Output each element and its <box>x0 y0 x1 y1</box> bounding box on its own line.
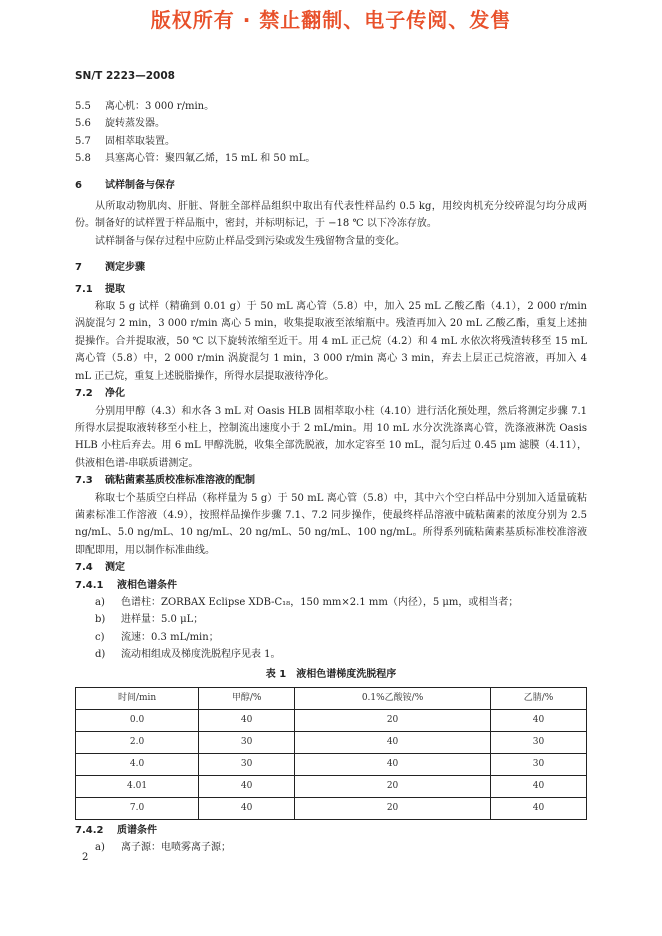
table-cell: 40 <box>199 710 295 732</box>
table-row <box>76 710 587 732</box>
table-caption: 表 1 液相色谱梯度洗脱程序 <box>265 668 397 680</box>
table-cell: 40 <box>199 776 295 798</box>
section-6-heading: 6 试样制备与保存 <box>75 179 175 191</box>
table-cell: 40 <box>295 732 491 754</box>
standard-code: SN/T 2223—2008 <box>75 70 175 82</box>
table-cell: 7.0 <box>76 798 199 820</box>
section-7-heading: 7 测定步骤 <box>75 262 145 274</box>
table-header-cell: 0.1%乙酸铵/% <box>295 688 491 710</box>
section-7-3-paragraph: 称取七个基质空白样品（称样量为 5 g）于 50 mL 离心管（5.8）中，其中六个空白样品中分别加入适量硫粘菌素标准工作溶液（4.9），按照样品操作步骤 7.1、7.2 同步操作，使最终样品溶液中硫粘菌素的浓度分别为 2.5 ng/mL、5.0 ng/mL、10 ng/mL、20 ng/mL、50 ng/mL、100 ng/mL。所得系列硫粘菌素基质标准校准溶液即配即用，用以制作标准曲线。 <box>75 492 587 556</box>
section-7-2-paragraph: 分别用甲醇（4.3）和水各 3 mL 对 Oasis HLB 固相萃取小柱（4.10）进行活化预处理，然后将测定步骤 7.1 所得水层提取液转移至小柱上，控制流出速度小于 2 mL/min。用 10 mL 水分次洗涤离心管，洗涤液淋洗 Oasis HLB 小柱后弃去。用 6 mL 甲醇洗脱，收集全部洗脱液，加水定容至 10 mL，混匀后过 0.45 μm 滤膜（4.11），供液相色谱-串联质谱测定。 <box>75 405 587 469</box>
lc-condition-item: a) 色谱柱：ZORBAX Eclipse XDB-C₁₈，150 mm×2.1 mm（内径），5 μm，或相当者； <box>95 596 519 608</box>
section-7-4-2-heading: 7.4.2 质谱条件 <box>75 825 157 836</box>
copyright-banner: 版权所有 · 禁止翻制、电子传阅、发售 <box>150 8 512 32</box>
section-6-paragraph-2: 试样制备与保存过程中应防止样品受到污染或发生残留物含量的变化。 <box>95 235 405 247</box>
section-7-1-paragraph: 称取 5 g 试样（精确到 0.01 g）于 50 mL 离心管（5.8）中，加入 25 mL 乙酸乙酯（4.1），2 000 r/min 涡旋混匀 2 min，3 000 r/min 离心 5 min，收集提取液至浓缩瓶中。残渣再加入 20 mL 乙酸乙酯，重复上述抽提操作。合并提取液，50 ℃ 以下旋转浓缩至近干。用 4 mL 正己烷（4.2）和 4 mL 水依次将残渣转移至 15 mL 离心管（5.8）中，2 000 r/min 涡旋混匀 1 min，3 000 r/min 离心 3 min，弃去上层正己烷溶液，再加入 4 mL 正己烷，重复上述脱脂操作，所得水层提取液待净化。 <box>75 301 587 382</box>
table-cell: 30 <box>199 732 295 754</box>
table-row <box>76 798 587 820</box>
table-header-row <box>76 688 587 710</box>
table-cell: 30 <box>199 754 295 776</box>
table-header-cell: 时间/min <box>76 688 199 710</box>
item-5-6: 5.6 旋转蒸发器。 <box>75 118 165 130</box>
lc-condition-item: b) 进样量：5.0 μL； <box>95 614 204 626</box>
table-cell: 20 <box>295 798 491 820</box>
gradient-table <box>75 687 587 820</box>
table-cell: 30 <box>491 732 587 754</box>
document-body <box>75 98 587 857</box>
item-5-8: 5.8 具塞离心管：聚四氟乙烯，15 mL 和 50 mL。 <box>75 153 316 165</box>
item-5-7: 5.7 固相萃取装置。 <box>75 135 175 147</box>
table-row <box>76 732 587 754</box>
table-cell: 40 <box>295 754 491 776</box>
lc-condition-item: c) 流速：0.3 mL/min； <box>95 631 219 643</box>
table-row <box>76 776 587 798</box>
section-7-4-heading: 7.4 测定 <box>75 562 125 574</box>
ms-condition-item: a) 离子源：电喷雾离子源； <box>95 842 231 854</box>
table-cell: 40 <box>491 776 587 798</box>
table-row <box>76 754 587 776</box>
table-cell: 30 <box>491 754 587 776</box>
table-cell: 40 <box>491 710 587 732</box>
item-5-5: 5.5 离心机：3 000 r/min。 <box>75 101 215 112</box>
section-7-4-1-heading: 7.4.1 液相色谱条件 <box>75 579 177 591</box>
section-7-1-heading: 7.1 提取 <box>75 283 125 295</box>
table-cell: 2.0 <box>76 732 199 754</box>
section-6-paragraph-1: 从所取动物肌肉、肝脏、肾脏全部样品组织中取出有代表性样品约 0.5 kg，用绞肉机充分绞碎混匀均分成两份。制备好的试样置于样品瓶中，密封，并标明标记，于 −18 ℃ 以下冷冻存放。 <box>75 201 587 230</box>
table-cell: 40 <box>199 798 295 820</box>
table-header-cell: 甲醇/% <box>199 688 295 710</box>
table-header-cell: 乙腈/% <box>491 688 587 710</box>
section-7-2-heading: 7.2 净化 <box>75 388 125 400</box>
page-number: 2 <box>82 852 89 863</box>
table-cell: 20 <box>295 776 491 798</box>
section-7-3-heading: 7.3 硫粘菌素基质校准标准溶液的配制 <box>75 475 255 487</box>
table-cell: 40 <box>491 798 587 820</box>
table-cell: 4.0 <box>76 754 199 776</box>
table-cell: 20 <box>295 710 491 732</box>
table-cell: 0.0 <box>76 710 199 732</box>
table-cell: 4.01 <box>76 776 199 798</box>
lc-condition-item: d) 流动相组成及梯度洗脱程序见表 1。 <box>95 649 281 661</box>
